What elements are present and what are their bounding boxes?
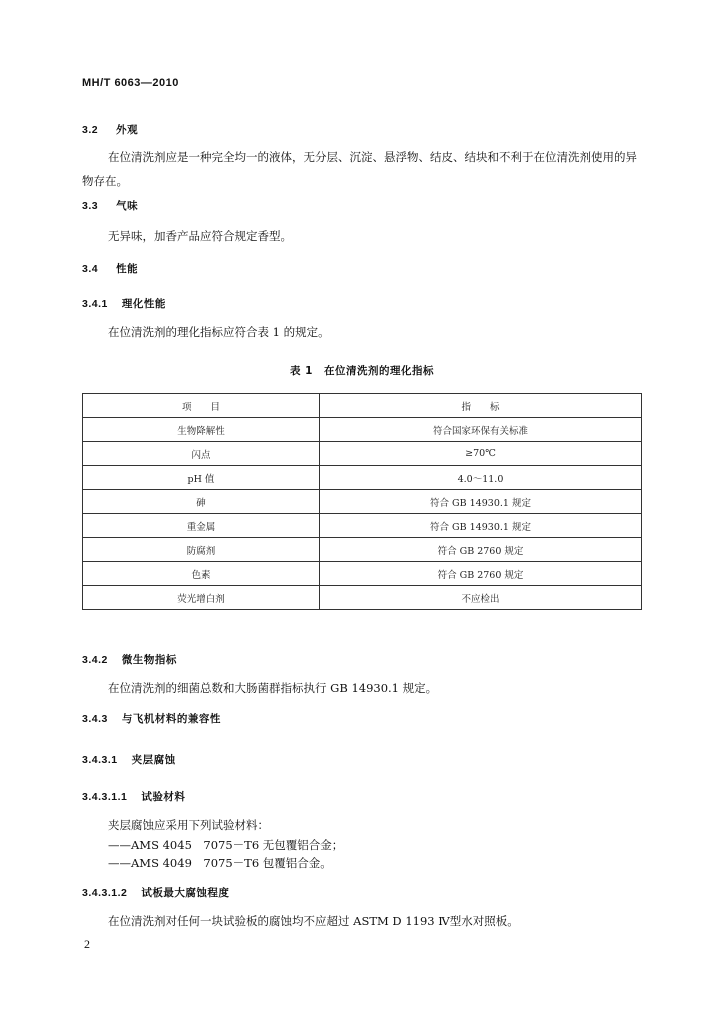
section-title: 外观: [116, 124, 139, 136]
table-cell-item: 生物降解性: [83, 418, 320, 442]
table-cell-item: 重金属: [83, 514, 320, 538]
section-title: 试验材料: [141, 791, 186, 803]
table-header-item: 项 目: [83, 394, 320, 418]
section-number: 3.4.3: [82, 713, 108, 725]
specification-table: [82, 393, 642, 610]
section-number: 3.2: [82, 124, 99, 136]
table-cell-item: pH 值: [83, 466, 320, 490]
section-heading-3-4-2: [82, 652, 177, 667]
table-row: [83, 490, 642, 514]
section-title: 微生物指标: [121, 654, 177, 666]
table-cell-item: 色素: [83, 562, 320, 586]
table-row: [83, 442, 642, 466]
document-code: MH/T 6063—2010: [82, 77, 179, 89]
table-row: [83, 586, 642, 610]
table-caption: 表 1 在位清洗剂的理化指标: [290, 365, 434, 377]
section-3-4-2-paragraph: 在位清洗剂的细菌总数和大肠菌群指标执行 GB 14930.1 规定。: [108, 681, 438, 695]
section-number: 3.4.3.1.2: [82, 887, 128, 899]
section-title: 性能: [116, 263, 139, 275]
section-3-3-paragraph: 无异味，加香产品应符合规定香型。: [108, 229, 292, 243]
section-heading-3-4-3: [82, 711, 221, 726]
table-cell-item: 砷: [83, 490, 320, 514]
section-number: 3.4: [82, 263, 99, 275]
table-cell-spec: 符合 GB 14930.1 规定: [320, 514, 642, 538]
table-cell-spec: 4.0～11.0: [320, 466, 642, 490]
table-cell-spec: 符合 GB 2760 规定: [320, 562, 642, 586]
section-heading-3-3: [82, 198, 138, 213]
section-heading-3-4-3-1-2: [82, 885, 229, 900]
section-title: 与飞机材料的兼容性: [121, 713, 221, 725]
table-cell-item: 防腐剂: [83, 538, 320, 562]
table-header-spec: 指 标: [320, 394, 642, 418]
section-heading-3-4-1: [82, 296, 166, 311]
list-item: ——AMS 4049 7075－T6 包覆铝合金。: [108, 856, 332, 870]
table-header-row: [83, 394, 642, 418]
section-number: 3.4.3.1: [82, 754, 118, 766]
section-3-4-1-paragraph: 在位清洗剂的理化指标应符合表 1 的规定。: [108, 325, 330, 339]
section-heading-3-4: [82, 261, 138, 276]
section-title: 夹层腐蚀: [131, 754, 176, 766]
table-row: [83, 466, 642, 490]
section-title: 气味: [116, 200, 139, 212]
section-3-2-paragraph: 在位清洗剂应是一种完全均一的液体，无分层、沉淀、悬浮物、结皮、结块和不利于在位清洗剂使用的异物存在。: [82, 150, 637, 188]
section-heading-3-4-3-1: [82, 752, 176, 767]
section-heading-3-4-3-1-1: [82, 789, 185, 804]
table-cell-item: 闪点: [83, 442, 320, 466]
section-number: 3.4.2: [82, 654, 108, 666]
table-cell-spec: 符合 GB 14930.1 规定: [320, 490, 642, 514]
table-cell-spec: 不应检出: [320, 586, 642, 610]
table-cell-spec: 符合 GB 2760 规定: [320, 538, 642, 562]
section-number: 3.4.1: [82, 298, 108, 310]
table-cell-item: 荧光增白剂: [83, 586, 320, 610]
section-title: 理化性能: [121, 298, 166, 310]
section-number: 3.3: [82, 200, 99, 212]
table-row: [83, 514, 642, 538]
section-number: 3.4.3.1.1: [82, 791, 128, 803]
section-3-4-3-1-1-intro: 夹层腐蚀应采用下列试验材料：: [108, 818, 269, 832]
table-row: [83, 538, 642, 562]
list-item: ——AMS 4045 7075－T6 无包覆铝合金；: [108, 838, 344, 852]
table-row: [83, 562, 642, 586]
page-number: 2: [84, 937, 90, 951]
section-3-4-3-1-2-paragraph: 在位清洗剂对任何一块试验板的腐蚀均不应超过 ASTM D 1193 Ⅳ型水对照板。: [108, 914, 519, 928]
table-cell-spec: ≥70℃: [320, 442, 642, 466]
section-heading-3-2: [82, 122, 138, 137]
section-title: 试板最大腐蚀程度: [141, 887, 230, 899]
table-cell-spec: 符合国家环保有关标准: [320, 418, 642, 442]
table-row: [83, 418, 642, 442]
